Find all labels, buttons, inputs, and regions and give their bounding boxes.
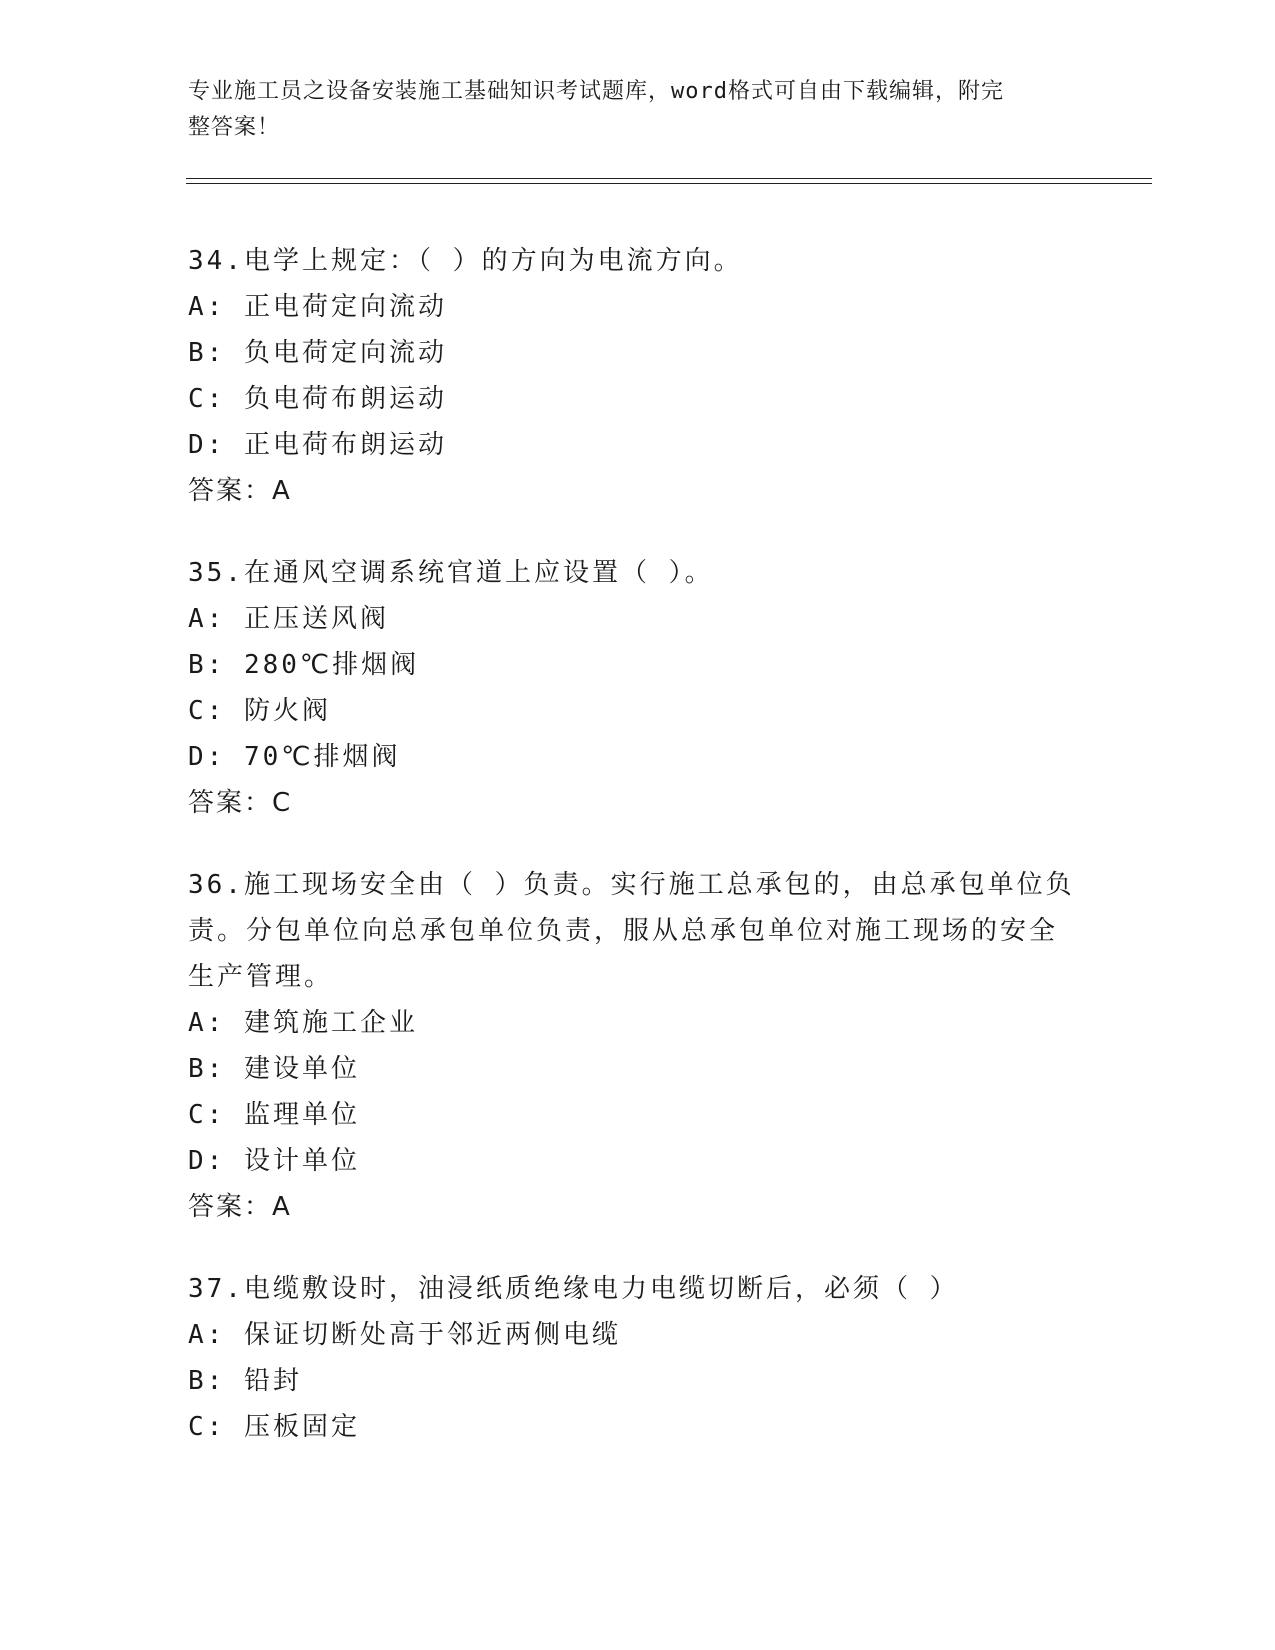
question-stem-line-2: 责。分包单位向总承包单位负责，服从总承包单位对施工现场的安全 [188,916,1059,946]
option-d: D: 正电荷布朗运动 [188,430,447,460]
question-stem: 35.在通风空调系统官道上应设置（ ）。 [188,558,714,588]
option-b: B: 铅封 [188,1366,302,1396]
header-rule-bottom [186,183,1152,184]
question-stem: 34.电学上规定：（ ）的方向为电流方向。 [188,246,743,276]
document-header [188,74,1068,146]
question-stem-line-1: 36.施工现场安全由（ ）负责。实行施工总承包的，由总承包单位负 [188,870,1075,900]
option-c: C: 防火阀 [188,696,331,726]
question-36 [188,862,1088,1230]
option-a: A: 保证切断处高于邻近两侧电缆 [188,1320,621,1350]
option-a: A: 建筑施工企业 [188,1008,418,1038]
answer: 答案：A [188,1192,292,1222]
question-stem: 37.电缆敷设时，油浸纸质绝缘电力电缆切断后，必须（ ） [188,1274,959,1304]
question-stem-line-3: 生产管理。 [188,962,334,992]
question-35 [188,550,1088,826]
answer: 答案：C [188,788,293,818]
header-line-1: 专业施工员之设备安装施工基础知识考试题库，word格式可自由下载编辑，附完 [188,79,1004,104]
option-b: B: 建设单位 [188,1054,360,1084]
answer: 答案：A [188,476,292,506]
header-line-2: 整答案！ [188,115,281,140]
option-d: D: 设计单位 [188,1146,360,1176]
option-a: A: 正电荷定向流动 [188,292,447,322]
option-b: B: 负电荷定向流动 [188,338,447,368]
option-c: C: 压板固定 [188,1412,360,1442]
question-37 [188,1266,1088,1450]
option-a: A: 正压送风阀 [188,604,389,634]
option-b: B: 280℃排烟阀 [188,650,420,680]
option-c: C: 监理单位 [188,1100,360,1130]
question-34 [188,238,1088,514]
question-list [188,238,1088,1486]
option-d: D: 70℃排烟阀 [188,742,401,772]
header-rule-top [186,178,1152,179]
option-c: C: 负电荷布朗运动 [188,384,447,414]
